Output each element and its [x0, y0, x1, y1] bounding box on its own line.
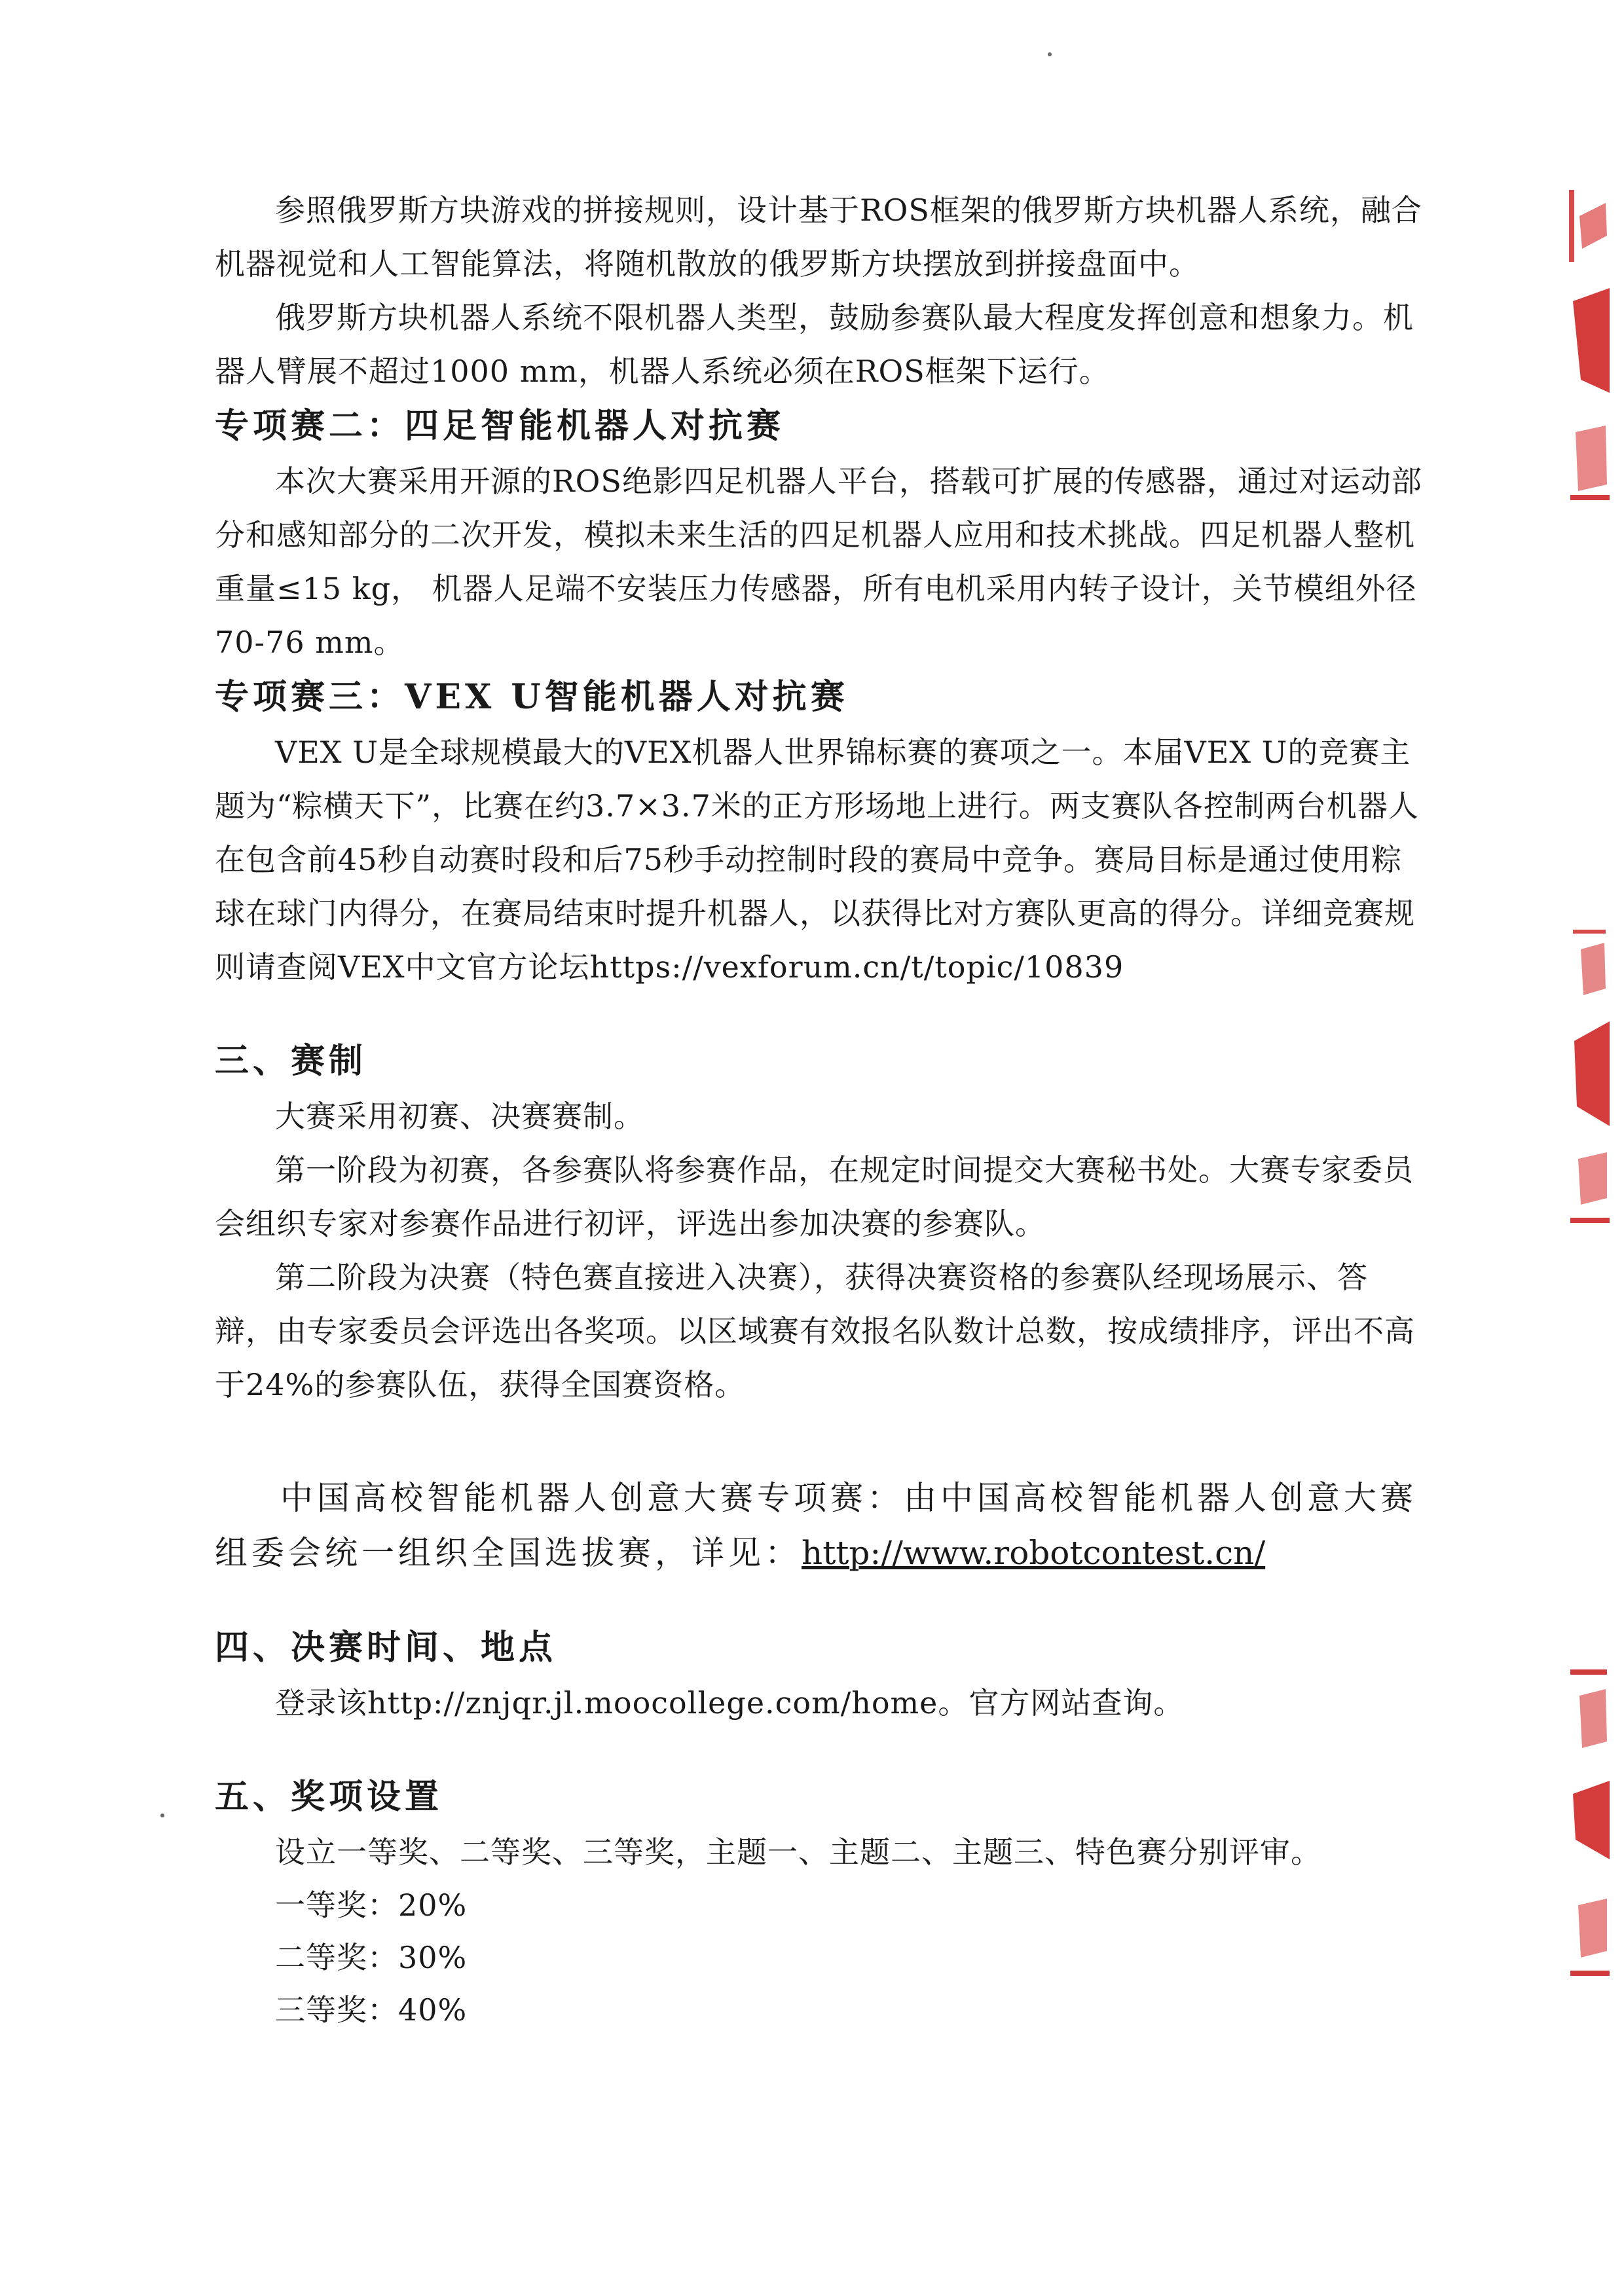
section-4-heading: 四、决赛时间、地点 — [215, 1628, 557, 1667]
section-4-body: 登录该http://znjqr.jl.moocollege.com/home。官方网站查询。 — [275, 1685, 1185, 1721]
intro-paragraph-1: 参照俄罗斯方块游戏的拼接规则，设计基于ROS框架的俄罗斯方块机器人系统，融合机器视觉和人工智能算法，将随机散放的俄罗斯方块摆放到拼接盘面中。 — [215, 192, 1422, 282]
document-body — [215, 183, 1426, 2036]
seal-fragment-top — [1566, 177, 1612, 543]
notice-link[interactable]: http://www.robotcontest.cn/ — [802, 1534, 1266, 1572]
special-2-heading: 专项赛二：四足智能机器人对抗赛 — [215, 407, 785, 446]
special-3-heading: 专项赛三：VEX U智能机器人对抗赛 — [215, 677, 849, 717]
section-5-body: 设立一等奖、二等奖、三等奖，主题一、主题二、主题三、特色赛分别评审。 — [275, 1834, 1321, 1870]
seal-stamp-icon — [1566, 910, 1612, 1264]
special-2-body: 本次大赛采用开源的ROS绝影四足机器人平台，搭载可扩展的传感器，通过对运动部分和感知部分的二次开发，模拟未来生活的四足机器人应用和技术挑战。四足机器人整机重量≤15 kg， 机器人足端不安装压力传感器，所有电机采用内转子设计，关节模组外径70-76 mm。 — [215, 464, 1422, 660]
seal-stamp-icon — [1566, 177, 1612, 543]
scan-speck — [160, 1813, 164, 1817]
special-3-body: VEX U是全球规模最大的VEX机器人世界锦标赛的赛项之一。本届VEX U的竞赛主题为“粽横天下”，比赛在约3.7×3.7米的正方形场地上进行。两支赛队各控制两台机器人在包含前45秒自动赛时段和后75秒手动控制时段的赛局中竞争。赛局目标是通过使用粽球在球门内得分，在赛局结束时提升机器人，以获得比对方赛队更高的得分。详细竞赛规则请查阅VEX中文官方论坛https://vexforum.cn/t/topic/10839 — [215, 735, 1419, 985]
award-first: 一等奖：20% — [275, 1887, 468, 1923]
seal-fragment-middle — [1566, 910, 1612, 1264]
award-second: 二等奖：30% — [275, 1940, 468, 1975]
award-third: 三等奖：40% — [275, 1992, 468, 2028]
notice-paragraph — [215, 1470, 1426, 1580]
notice-text: 中国高校智能机器人创意大赛专项赛：由中国高校智能机器人创意大赛组委会统一组织全国选拔赛，详见： — [215, 1479, 1417, 1572]
section-3-paragraph-3: 第二阶段为决赛（特色赛直接进入决赛），获得决赛资格的参赛队经现场展示、答辩，由专家委员会评选出各奖项。以区域赛有效报名队数计总数，按成绩排序，评出不高于24%的参赛队伍，获得全国赛资格。 — [215, 1260, 1415, 1402]
section-5-heading: 五、奖项设置 — [215, 1777, 443, 1817]
seal-fragment-bottom — [1566, 1650, 1612, 2003]
section-3-heading: 三、赛制 — [215, 1042, 367, 1081]
intro-paragraph-2: 俄罗斯方块机器人系统不限机器人类型，鼓励参赛队最大程度发挥创意和想象力。机器人臂展不超过1000 mm，机器人系统必须在ROS框架下运行。 — [215, 300, 1414, 389]
section-3-paragraph-1: 大赛采用初赛、决赛赛制。 — [275, 1099, 644, 1134]
seal-stamp-icon — [1566, 1650, 1612, 2003]
section-3-paragraph-2: 第一阶段为初赛，各参赛队将参赛作品，在规定时间提交大赛秘书处。大赛专家委员会组织专家对参赛作品进行初评，评选出参加决赛的参赛队。 — [215, 1152, 1414, 1241]
scan-speck — [1048, 52, 1052, 56]
